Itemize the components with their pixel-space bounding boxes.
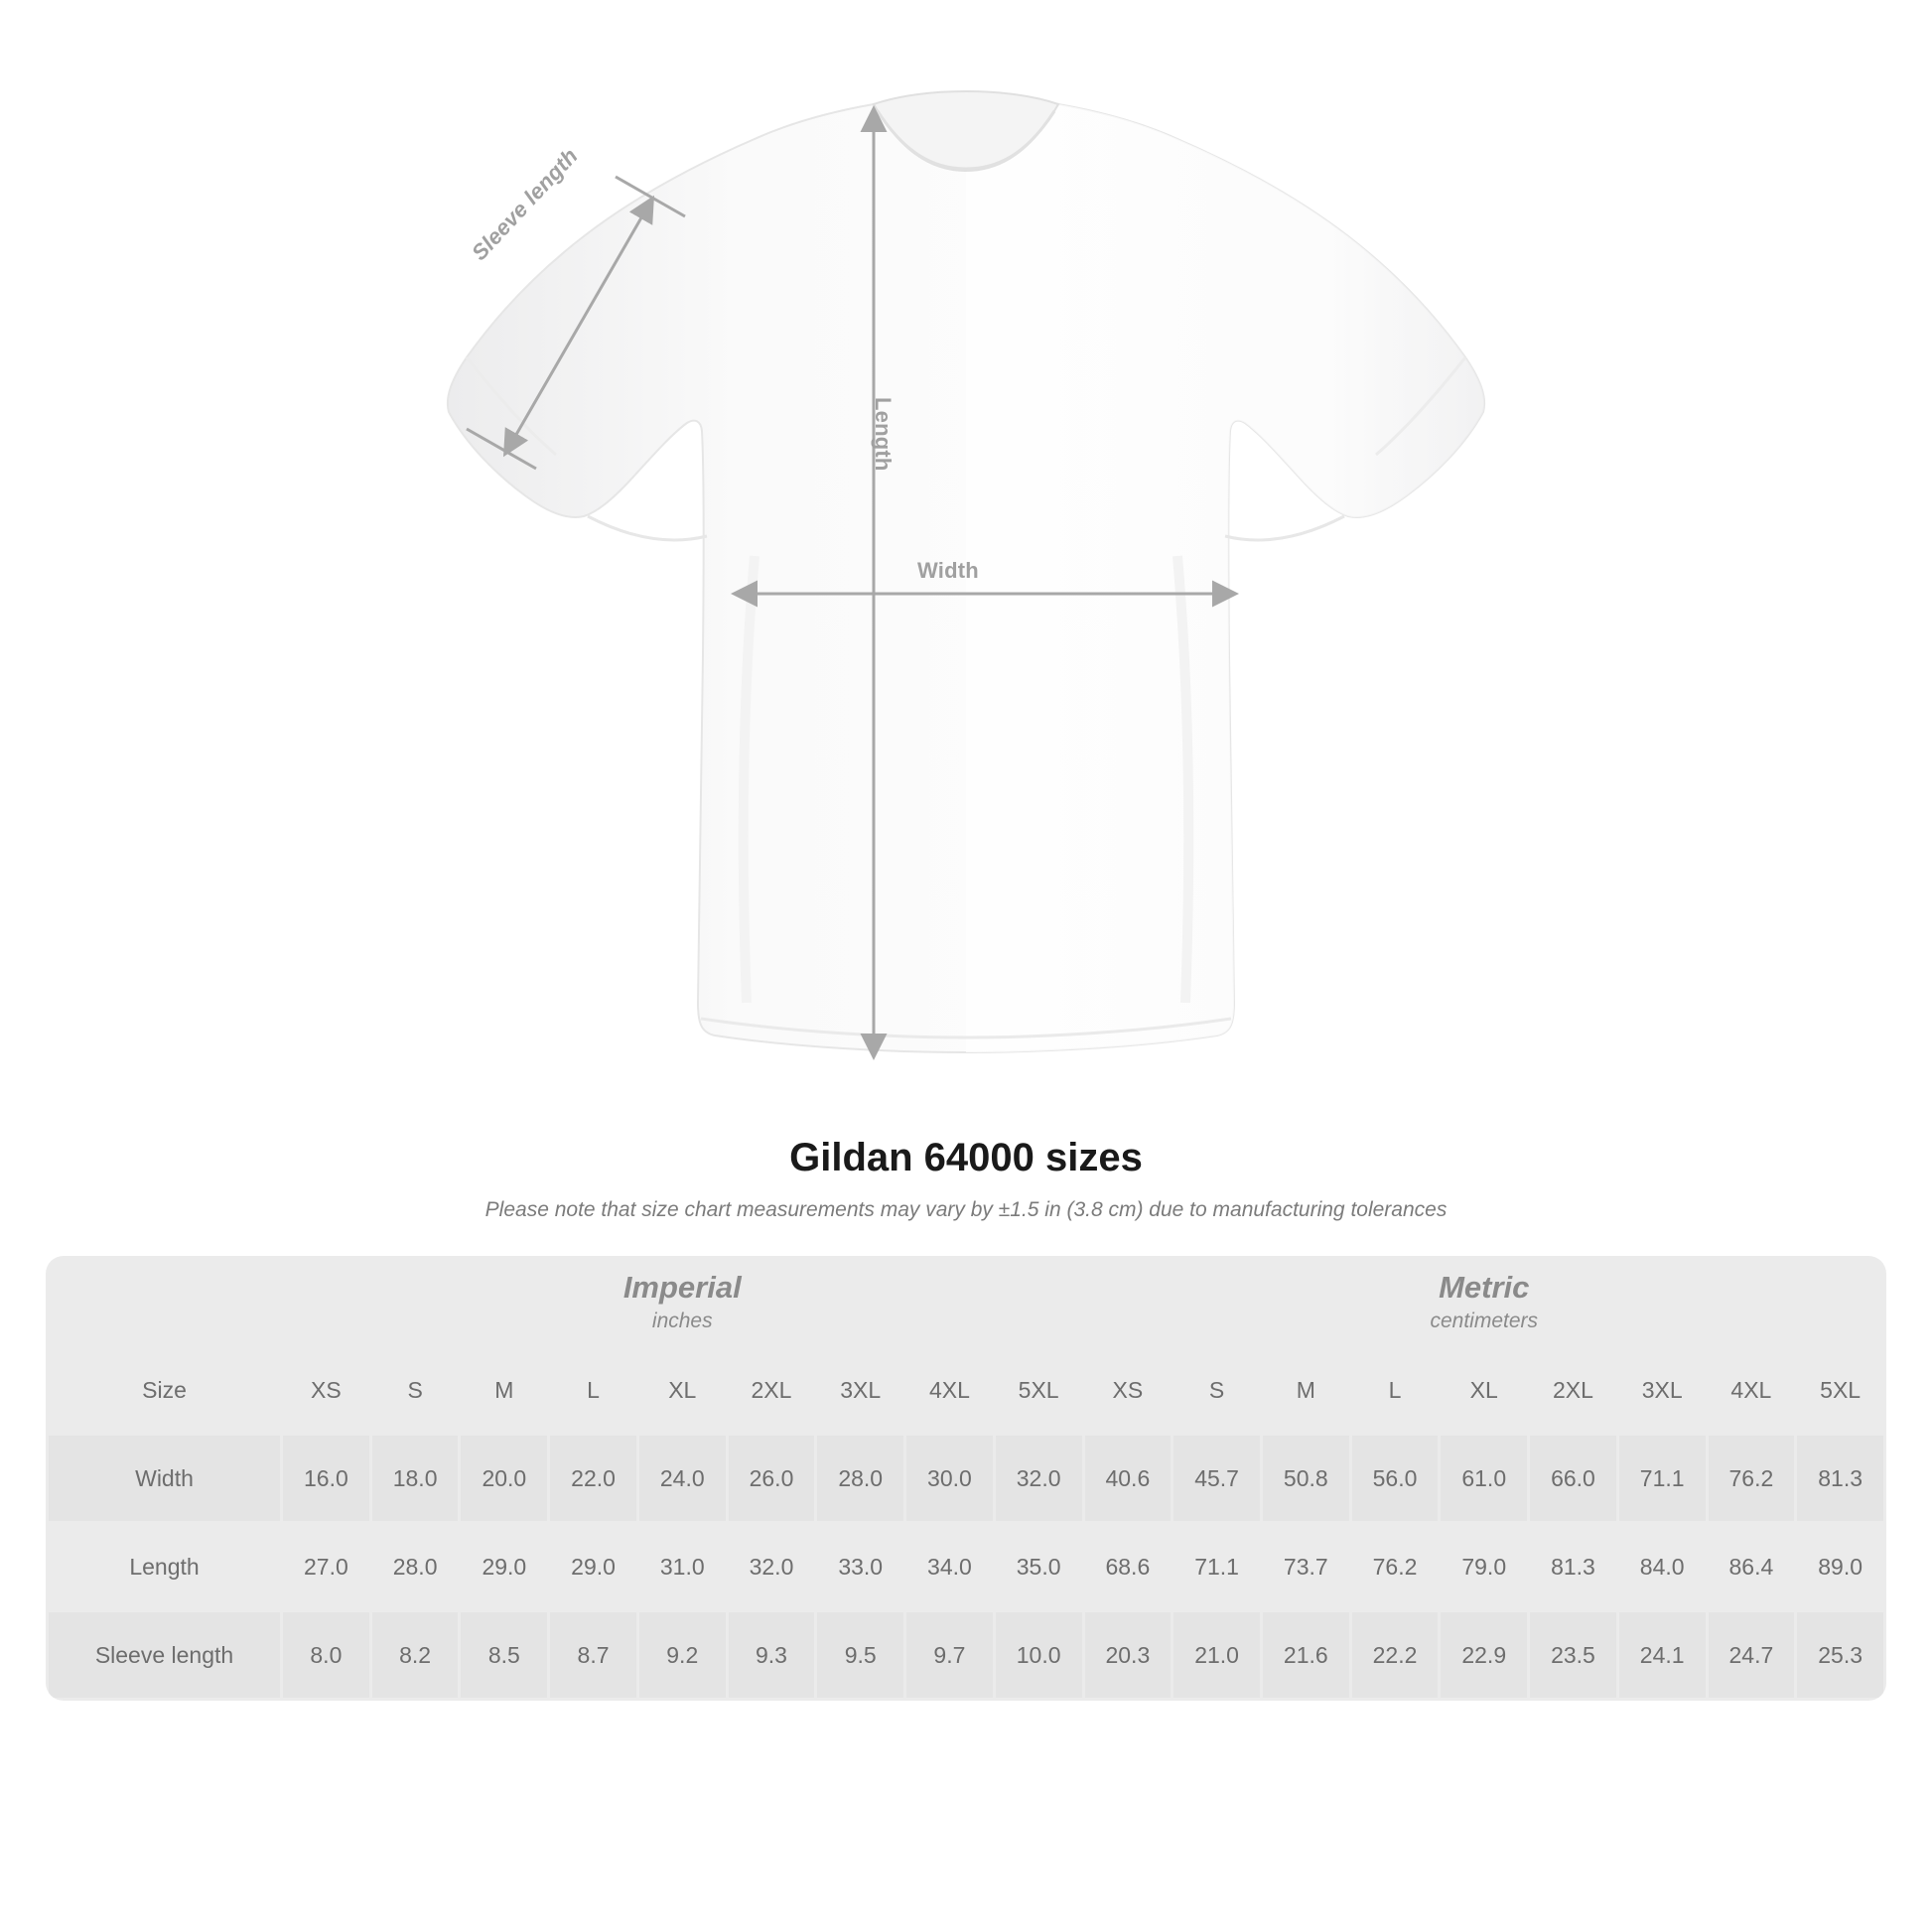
cell-sleeve-metric-xl: 22.9 xyxy=(1441,1612,1527,1698)
cell-width-imperial-l: 22.0 xyxy=(550,1436,636,1521)
cell-length-metric-xs: 68.6 xyxy=(1085,1524,1172,1609)
cell-length-imperial-4xl: 34.0 xyxy=(906,1524,993,1609)
cell-length-imperial-xs: 27.0 xyxy=(283,1524,369,1609)
cell-length-metric-4xl: 86.4 xyxy=(1709,1524,1795,1609)
cell-width-imperial-m: 20.0 xyxy=(461,1436,547,1521)
size-header-metric-s: S xyxy=(1173,1347,1260,1433)
cell-length-metric-2xl: 81.3 xyxy=(1530,1524,1616,1609)
tolerance-note: Please note that size chart measurements may vary by ±1.5 in (3.8 cm) due to manufacturing tolerances xyxy=(484,1198,1448,1221)
cell-length-imperial-s: 28.0 xyxy=(372,1524,459,1609)
page-title: Gildan 64000 sizes xyxy=(789,1136,1143,1179)
cell-length-metric-s: 71.1 xyxy=(1173,1524,1260,1609)
cell-length-metric-l: 76.2 xyxy=(1352,1524,1439,1609)
imperial-system-name: Imperial xyxy=(622,1269,742,1305)
cell-sleeve-metric-2xl: 23.5 xyxy=(1530,1612,1616,1698)
cell-length-imperial-xl: 31.0 xyxy=(639,1524,726,1609)
cell-width-imperial-3xl: 28.0 xyxy=(817,1436,903,1521)
size-header-metric-5xl: 5XL xyxy=(1797,1347,1883,1433)
row-label-length: Length xyxy=(49,1524,280,1609)
cell-sleeve-metric-3xl: 24.1 xyxy=(1619,1612,1706,1698)
size-header-imperial-4xl: 4XL xyxy=(906,1347,993,1433)
imperial-system-header xyxy=(283,1259,1081,1344)
cell-width-metric-3xl: 71.1 xyxy=(1619,1436,1706,1521)
system-header-row xyxy=(49,1259,1883,1344)
cell-width-metric-s: 45.7 xyxy=(1173,1436,1260,1521)
size-header-imperial-5xl: 5XL xyxy=(996,1347,1082,1433)
cell-sleeve-metric-m: 21.6 xyxy=(1263,1612,1349,1698)
metric-system-header xyxy=(1085,1259,1884,1344)
table-row xyxy=(49,1524,1883,1609)
cell-width-imperial-2xl: 26.0 xyxy=(729,1436,815,1521)
cell-width-imperial-s: 18.0 xyxy=(372,1436,459,1521)
size-header-imperial-3xl: 3XL xyxy=(817,1347,903,1433)
cell-length-imperial-5xl: 35.0 xyxy=(996,1524,1082,1609)
cell-width-imperial-5xl: 32.0 xyxy=(996,1436,1082,1521)
title-block xyxy=(0,1136,1932,1222)
size-header-metric-4xl: 4XL xyxy=(1709,1347,1795,1433)
cell-width-metric-xl: 61.0 xyxy=(1441,1436,1527,1521)
cell-sleeve-imperial-4xl: 9.7 xyxy=(906,1612,993,1698)
cell-length-metric-3xl: 84.0 xyxy=(1619,1524,1706,1609)
size-table xyxy=(46,1256,1886,1701)
cell-length-imperial-2xl: 32.0 xyxy=(729,1524,815,1609)
width-dimension-label: Width xyxy=(917,558,979,583)
cell-sleeve-imperial-l: 8.7 xyxy=(550,1612,636,1698)
imperial-system-unit: inches xyxy=(651,1309,713,1332)
cell-sleeve-metric-l: 22.2 xyxy=(1352,1612,1439,1698)
size-header-imperial-l: L xyxy=(550,1347,636,1433)
cell-sleeve-metric-5xl: 25.3 xyxy=(1797,1612,1883,1698)
size-header-row xyxy=(49,1347,1883,1433)
cell-sleeve-imperial-s: 8.2 xyxy=(372,1612,459,1698)
cell-sleeve-metric-xs: 20.3 xyxy=(1085,1612,1172,1698)
cell-length-metric-5xl: 89.0 xyxy=(1797,1524,1883,1609)
row-label-width: Width xyxy=(49,1436,280,1521)
size-header-imperial-m: M xyxy=(461,1347,547,1433)
size-header-imperial-xs: XS xyxy=(283,1347,369,1433)
length-dimension-label: Length xyxy=(871,397,896,472)
table-row xyxy=(49,1612,1883,1698)
cell-sleeve-imperial-xl: 9.2 xyxy=(639,1612,726,1698)
cell-length-metric-m: 73.7 xyxy=(1263,1524,1349,1609)
cell-sleeve-imperial-2xl: 9.3 xyxy=(729,1612,815,1698)
cell-width-metric-xs: 40.6 xyxy=(1085,1436,1172,1521)
size-table-container xyxy=(46,1256,1886,1701)
row-label-sleeve-length: Sleeve length xyxy=(49,1612,280,1698)
cell-sleeve-imperial-3xl: 9.5 xyxy=(817,1612,903,1698)
size-header-label: Size xyxy=(49,1347,280,1433)
size-header-imperial-s: S xyxy=(372,1347,459,1433)
cell-sleeve-imperial-5xl: 10.0 xyxy=(996,1612,1082,1698)
cell-width-metric-l: 56.0 xyxy=(1352,1436,1439,1521)
cell-length-imperial-l: 29.0 xyxy=(550,1524,636,1609)
size-header-metric-xl: XL xyxy=(1441,1347,1527,1433)
size-header-metric-xs: XS xyxy=(1085,1347,1172,1433)
metric-system-name: Metric xyxy=(1439,1269,1530,1305)
cell-sleeve-metric-4xl: 24.7 xyxy=(1709,1612,1795,1698)
size-header-metric-3xl: 3XL xyxy=(1619,1347,1706,1433)
cell-width-imperial-xs: 16.0 xyxy=(283,1436,369,1521)
cell-width-metric-5xl: 81.3 xyxy=(1797,1436,1883,1521)
size-header-metric-l: L xyxy=(1352,1347,1439,1433)
cell-sleeve-imperial-m: 8.5 xyxy=(461,1612,547,1698)
cell-width-metric-4xl: 76.2 xyxy=(1709,1436,1795,1521)
cell-length-imperial-m: 29.0 xyxy=(461,1524,547,1609)
sleeve-length-dimension-label: Sleeve length xyxy=(467,143,583,266)
size-header-imperial-2xl: 2XL xyxy=(729,1347,815,1433)
size-header-metric-m: M xyxy=(1263,1347,1349,1433)
cell-sleeve-imperial-xs: 8.0 xyxy=(283,1612,369,1698)
cell-width-imperial-xl: 24.0 xyxy=(639,1436,726,1521)
cell-length-imperial-3xl: 33.0 xyxy=(817,1524,903,1609)
metric-system-unit: centimeters xyxy=(1430,1309,1539,1332)
table-row xyxy=(49,1436,1883,1521)
cell-width-imperial-4xl: 30.0 xyxy=(906,1436,993,1521)
system-header-spacer xyxy=(49,1259,280,1344)
cell-sleeve-metric-s: 21.0 xyxy=(1173,1612,1260,1698)
size-header-metric-2xl: 2XL xyxy=(1530,1347,1616,1433)
cell-width-metric-m: 50.8 xyxy=(1263,1436,1349,1521)
size-header-imperial-xl: XL xyxy=(639,1347,726,1433)
cell-width-metric-2xl: 66.0 xyxy=(1530,1436,1616,1521)
cell-length-metric-xl: 79.0 xyxy=(1441,1524,1527,1609)
